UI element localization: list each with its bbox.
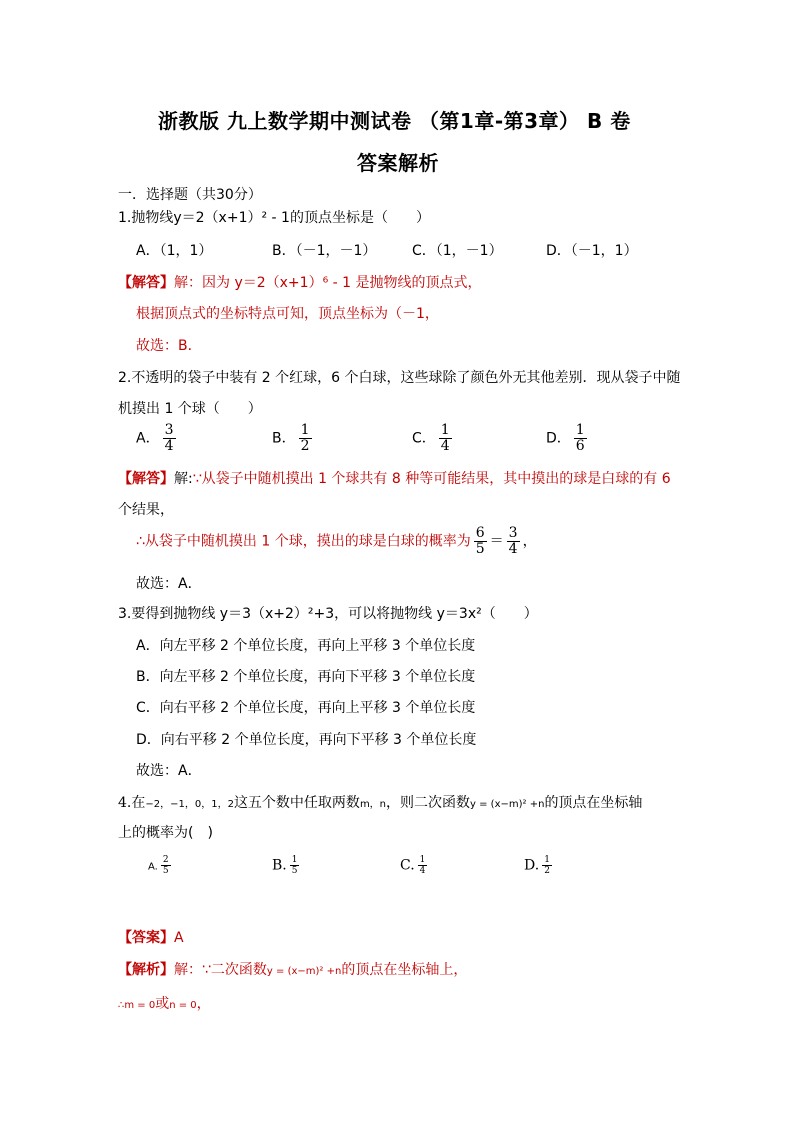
q4-stem-part1: 4.在 [118, 795, 146, 811]
q2-option-d-fraction [574, 423, 587, 454]
q1-option-d: D．（－1，1） [546, 243, 638, 259]
q1-option-b: B．（－1，－1） [272, 243, 377, 259]
q2-option-c [412, 423, 455, 454]
q2-answer-frac1-num: 6 [475, 525, 485, 541]
q3-stem: 3.要得到抛物线 y＝3（x+2）²+3，可以将抛物线 y＝3x²（ ） [118, 606, 538, 622]
q4-analysis-n: n = 0 [169, 1000, 197, 1011]
q4-option-a-den: 5 [162, 866, 169, 876]
q1-stem [118, 207, 430, 227]
q2-answer-line1 [118, 468, 671, 488]
q2-answer-line2: 个结果， [118, 502, 174, 518]
q2-option-d-label: D． [546, 430, 571, 447]
q4-analysis-or: 或 [155, 996, 170, 1012]
q4-stem-part2: 这五个数中任取两数 [233, 795, 360, 811]
q2-option-c-label: C． [412, 430, 436, 447]
q2-option-c-fraction [439, 423, 452, 454]
exam-title: 浙教版 九上数学期中测试卷 （第1章-第3章） B 卷 [158, 109, 631, 133]
q1-choice: 故选：B． [136, 338, 202, 354]
q4-option-c-num: 1 [419, 855, 426, 865]
q4-option-c-den: 4 [419, 866, 426, 876]
q2-answer-line3 [136, 526, 537, 557]
q2-option-d-den: 6 [575, 438, 585, 454]
q3-choice: 故选：A． [136, 763, 202, 779]
q1-option-c: C．（1，－1） [412, 243, 503, 259]
q3-option-b: B．向左平移 2 个单位长度，再向下平移 3 个单位长度 [136, 669, 476, 685]
q4-option-b-fraction [290, 855, 300, 876]
q4-analysis-func: y = (x−m)² +n [266, 966, 342, 977]
q4-option-b [272, 855, 302, 876]
q2-answer-prefix: 解: [174, 471, 193, 487]
q2-option-d-num: 1 [575, 422, 585, 438]
q4-option-b-den: 5 [291, 866, 298, 876]
q4-option-c [400, 855, 430, 876]
section-heading: 一．选择题（共30分） [118, 187, 262, 203]
q2-choice: 故选：A． [136, 576, 202, 592]
q2-answer-text1: ∵从袋子中随机摸出 1 个球共有 8 种等可能结果，其中摸出的球是白球的有 6 [192, 471, 671, 487]
q4-answer [118, 927, 184, 947]
q4-option-b-num: 1 [291, 855, 298, 865]
q2-option-a-den: 4 [164, 438, 174, 454]
q4-option-d-num: 1 [544, 855, 550, 865]
q3-option-c: C．向右平移 2 个单位长度，再向上平移 3 个单位长度 [136, 700, 476, 716]
q2-answer-frac2 [507, 526, 520, 557]
q2-answer-text3: ∴从袋子中随机摸出 1 个球，摸出的球是白球的概率为 [136, 533, 471, 550]
q1-stem-prefix: 1.抛物线 [118, 210, 174, 226]
q4-stem-line1 [118, 792, 642, 812]
q2-option-c-num: 1 [440, 422, 450, 438]
q2-answer-frac2-den: 4 [508, 541, 518, 557]
q4-analysis-line2 [118, 993, 211, 1013]
q1-answer-tag: 【解答】 [118, 275, 174, 291]
q4-stem-vars: m，n [359, 799, 387, 810]
q4-stem-nums: −2，−1，0，1，2 [145, 799, 234, 810]
q4-analysis-end: ， [196, 996, 211, 1012]
q4-analysis-text2: 的顶点在坐标轴上， [341, 962, 468, 978]
q2-answer-eq: ＝ [489, 533, 504, 550]
q4-stem-line2: 上的概率为( ) [118, 825, 213, 841]
q2-stem-line2: 机摸出 1 个球（ ） [118, 401, 262, 417]
q4-analysis-tag: 【解析】 [118, 962, 174, 978]
q2-option-c-den: 4 [440, 438, 450, 454]
q4-analysis-line1 [118, 959, 467, 979]
q2-option-a-num: 3 [164, 422, 174, 438]
q4-stem-part3: ，则二次函数 [386, 795, 471, 811]
q2-answer-frac1 [474, 526, 487, 557]
q1-answer-text1: 解：因为 y＝2（x+1）⁶ - 1 是抛物线的顶点式， [174, 275, 482, 291]
q3-option-a: A．向左平移 2 个单位长度，再向上平移 3 个单位长度 [136, 638, 476, 654]
q3-option-d: D．向右平移 2 个单位长度，再向下平移 3 个单位长度 [136, 732, 477, 748]
q2-option-a-fraction [163, 423, 176, 454]
q2-answer-frac2-num: 3 [508, 525, 518, 541]
q4-option-d-fraction [542, 855, 552, 876]
q4-option-c-label: C. [400, 857, 415, 874]
q2-option-b-den: 2 [300, 438, 310, 454]
q2-option-a [136, 423, 179, 454]
q4-answer-tag: 【答案】 [118, 930, 174, 946]
q4-stem-func: y = (x−m)² +n [470, 799, 545, 810]
q4-option-c-fraction [418, 855, 428, 876]
q4-answer-value: A [174, 930, 184, 946]
q4-option-a-fraction [161, 855, 171, 876]
q4-option-a [148, 855, 174, 876]
exam-subtitle: 答案解析 [357, 151, 439, 175]
q2-option-b-fraction [299, 423, 312, 454]
q2-option-d [546, 423, 590, 454]
q4-option-d-den: 2 [544, 866, 550, 876]
q4-analysis-text1: 解：∵二次函数 [174, 962, 267, 978]
q1-stem-suffix: 的顶点坐标是（ ） [289, 210, 430, 226]
q2-option-b-label: B． [272, 430, 296, 447]
q4-stem-part4: 的顶点在坐标轴 [544, 795, 643, 811]
q2-option-b-num: 1 [300, 422, 310, 438]
q2-option-a-label: A． [136, 430, 160, 447]
q1-answer-line1 [118, 272, 482, 292]
q2-answer-frac1-den: 5 [475, 541, 485, 557]
q2-answer-tag: 【解答】 [118, 471, 174, 487]
q4-option-d-label: D. [524, 857, 540, 874]
q4-option-d [524, 855, 555, 876]
q4-analysis-m: ∴m = 0 [118, 1000, 156, 1011]
q1-answer-line2: 根据顶点式的坐标特点可知，顶点坐标为（－1， [136, 306, 439, 322]
q4-option-a-label: A. [148, 861, 158, 873]
q2-answer-end: ， [522, 533, 537, 550]
q1-option-a: A．（1，1） [136, 243, 213, 259]
q2-stem-line1: 2.不透明的袋子中装有 2 个红球，6 个白球，这些球除了颜色外无其他差别．现从袋子中随 [118, 370, 681, 386]
q4-option-b-label: B. [272, 857, 287, 874]
q1-stem-expr: y＝2（x+1）² - 1 [173, 210, 290, 226]
q4-option-a-num: 2 [162, 855, 169, 865]
q2-option-b [272, 423, 315, 454]
